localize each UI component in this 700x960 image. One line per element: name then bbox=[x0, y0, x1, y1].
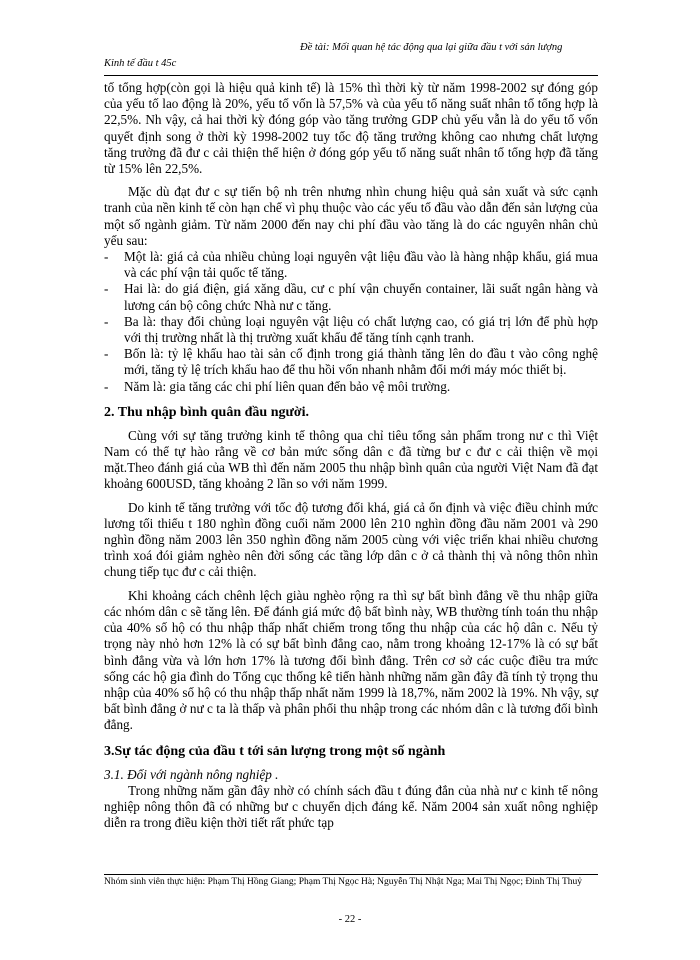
paragraph-income: Cùng với sự tăng trưởng kinh tế thông qua chỉ tiêu tổng sản phẩm trong nư c thì Việt Nam có thể tự hào rằng về cơ bản mức sống dân c đã từng bư c đư c cải thiện về mọi mặt.Theo đánh giá của WB thì đến năm 2005 thu nhập bình quân của người Việt Nam đã đạt khoảng 600USD, tăng khoảng 2 lần so với năm 1999. bbox=[104, 427, 598, 492]
header-title: Đề tài: Mối quan hệ tác động qua lại giữa đầu t với sản lượng bbox=[300, 42, 563, 53]
list-item: - Ba là: thay đổi chủng loại nguyên vật liệu có chất lượng cao, có giá trị lớn để phù hợp với thị trường nhất là thị trường xuất khẩu để tăng tính cạnh tranh. bbox=[104, 314, 598, 346]
paragraph-agriculture: Trong những năm gần đây nhờ có chính sách đầu t đúng đắn của nhà nư c kinh tế nông nghiệp nông thôn đã có những bư c chuyển dịch đáng kể. Năm 2004 sản xuất nông nghiệp diễn ra trong điều kiện thời tiết rất phức tạp bbox=[104, 782, 598, 830]
list-item: - Hai là: do giá điện, giá xăng dầu, cư c phí vận chuyển container, lãi suất ngân hàng và lương cán bộ công chức Nhà nư c tăng. bbox=[104, 281, 598, 313]
paragraph-growth-factors: tố tổng hợp(còn gọi là hiệu quả kinh tế) là 15% thì thời kỳ từ năm 1998-2002 sự đóng góp của yếu tố lao động là 20%, yếu tố vốn là 57,5% và của yếu tố năng suất nhân tố tổng hợp là 22,5%. Nh vậy, cả hai thời kỳ đóng góp vào tăng trưởng GDP chủ yếu vẫn là do yếu tố vốn quyết định song ở thời kỳ 1998-2002 tuy tốc độ tăng trưởng không cao nhưng chất lượng tăng trưởng đã đư c cải thiện thể hiện ở đóng góp yếu tố năng suất nhân tố tổng hợp đã tăng từ 15% lên 22,5%. bbox=[104, 80, 598, 177]
section-2-heading: 2. Thu nhập bình quân đầu người. bbox=[104, 404, 310, 420]
paragraph-wages: Do kinh tế tăng trưởng với tốc độ tương đối khá, giá cả ổn định và việc điều chỉnh mức lương tối thiểu t 180 nghìn đồng cuối năm 2000 lên 210 nghìn đồng đầu năm 2001 và 290 nghìn đồng năm 2003 lên 350 nghìn đồng năm 2005 cùng với việc triển khai nhiều chương trình xoá đói giảm nghèo nên đời sống các tầng lớp dân c ở cả thành thị và nông thôn nhìn chung tiếp tục đư c cải thiện. bbox=[104, 499, 598, 580]
body-text bbox=[104, 80, 598, 831]
header-course: Kinh tế đầu t 45c bbox=[104, 58, 177, 69]
paragraph-inequality: Khi khoảng cách chênh lệch giàu nghèo rộng ra thì sự bất bình đẳng về thu nhập giữa các nhóm dân c sẽ tăng lên. Để đánh giá mức độ bất bình này, WB thường tính toán thu nhập của 40% số hộ có thu nhập thấp nhất chiếm trong tổng thu nhập của các hộ dân c. Nếu tỷ trọng này nhỏ hơn 12% là có sự bất bình đẳng cao, nằm trong khoảng 12-17% là có sự bất bình đẳng vừa và lớn hơn 17% là tương đối bình đẳng. Trên cơ sở các cuộc điều tra mức sống các hộ gia đình do Tổng cục thống kê tiến hành những năm gần đây đã tính tỷ trọng thu nhập của 40% số hộ có thu nhập thấp nhất năm 1999 là 18,7%, năm 2002 là 19%. Nh vậy, sự bất bình đẳng ở nư c ta là thấp và phân phối thu nhập trong các nhóm dân c là tương đối bình đẳng. bbox=[104, 587, 598, 733]
cost-reasons-list bbox=[104, 249, 598, 395]
list-item: - Năm là: gia tăng các chi phí liên quan đến bảo vệ môi trường. bbox=[104, 379, 598, 395]
footer-authors: Nhóm sinh viên thực hiện: Phạm Thị Hồng Giang; Phạm Thị Ngọc Hà; Nguyễn Thị Nhật Nga; Mai Thị Ngọc; Đinh Thị Thuỷ bbox=[104, 877, 582, 887]
section-3-heading: 3.Sự tác động của đầu t tới sản lượng trong một số ngành bbox=[104, 743, 446, 759]
list-item: - Bốn là: tỷ lệ khấu hao tài sản cố định trong giá thành tăng lên do đầu t vào công nghệ mới, tăng tỷ lệ trích khấu hao để thu hồi vốn nhanh nhằm đổi mới máy móc thiết bị. bbox=[104, 346, 598, 378]
header-rule bbox=[104, 75, 598, 76]
section-3-1-heading: 3.1. Đối với ngành nông nghiệp . bbox=[104, 766, 279, 782]
list-item: - Một là: giá cả của nhiều chủng loại nguyên vật liệu đầu vào là hàng nhập khẩu, giá mua và các phí vận tải quốc tế tăng. bbox=[104, 249, 598, 281]
paragraph-input-costs: Mặc dù đạt đư c sự tiến bộ nh trên nhưng nhìn chung hiệu quả sản xuất và sức cạnh tranh của nền kinh tế còn hạn chế vì phụ thuộc vào các yếu tố đầu vào dẫn đến sản lượng của một số ngành giảm. Từ năm 2000 đến nay chi phí đầu vào tăng là do các nguyên nhân chủ yếu sau: bbox=[104, 184, 598, 248]
footer-rule bbox=[104, 874, 598, 875]
page-number: - 22 - bbox=[338, 914, 362, 925]
